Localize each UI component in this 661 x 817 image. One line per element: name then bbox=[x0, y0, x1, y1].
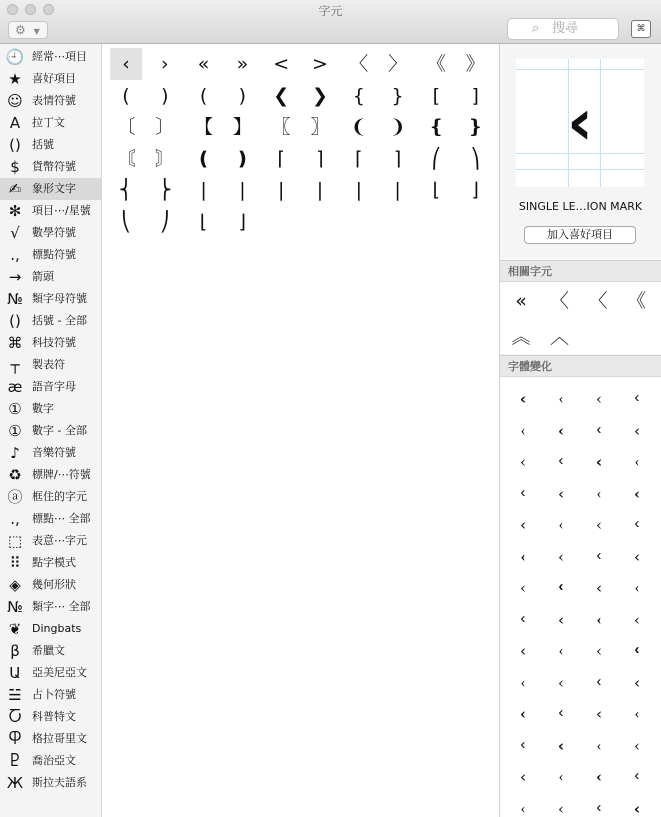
font-variation-glyph[interactable]: ‹ bbox=[558, 769, 564, 785]
character-cell[interactable]: ❨ bbox=[350, 116, 367, 139]
preview-glyph: ‹ bbox=[566, 86, 594, 160]
category-icon: ☺ bbox=[7, 92, 23, 110]
related-character[interactable]: 《 bbox=[626, 290, 646, 312]
sidebar-item[interactable] bbox=[0, 750, 101, 772]
character-cell[interactable]: ❴ bbox=[428, 116, 445, 139]
font-variation-glyph[interactable]: ‹ bbox=[558, 484, 564, 503]
sidebar-item-label: 數字 bbox=[32, 402, 54, 415]
category-icon: ✍ bbox=[8, 180, 22, 198]
character-cell[interactable]: 〖 bbox=[271, 116, 291, 139]
category-icon: Ⴔ bbox=[8, 730, 22, 748]
font-variation-glyph[interactable]: ‹ bbox=[632, 390, 642, 407]
sidebar-item-label: 貨幣符號 bbox=[32, 160, 76, 173]
category-sidebar bbox=[0, 44, 102, 817]
sidebar-item-label: 標牌/⋯符號 bbox=[32, 468, 91, 481]
font-variation-glyph[interactable]: ‹ bbox=[520, 674, 526, 691]
character-cell[interactable]: ⌊ bbox=[432, 179, 441, 202]
font-variation-glyph[interactable]: ‹ bbox=[558, 799, 564, 817]
category-icon: Ⴀ bbox=[8, 708, 22, 726]
related-characters-title: 相關字元 bbox=[508, 265, 552, 278]
font-variations bbox=[500, 377, 661, 817]
sidebar-item[interactable] bbox=[0, 222, 101, 244]
character-cell[interactable]: › bbox=[160, 53, 169, 75]
sidebar-item-label: 音樂符號 bbox=[32, 446, 76, 459]
sidebar-item-label: 占卜符號 bbox=[32, 688, 76, 701]
font-variation-glyph[interactable]: ‹ bbox=[633, 799, 641, 817]
sidebar-item[interactable] bbox=[0, 200, 101, 222]
related-character[interactable]: « bbox=[515, 290, 527, 312]
category-icon: Ж bbox=[6, 774, 24, 792]
font-variation-glyph[interactable]: ‹ bbox=[556, 453, 566, 470]
character-cell[interactable]: > bbox=[312, 53, 328, 75]
character-cell[interactable]: ❪ bbox=[195, 147, 212, 170]
category-icon: ◈ bbox=[9, 576, 21, 594]
font-variation-glyph[interactable]: ‹ bbox=[594, 421, 604, 439]
character-cell[interactable]: 】 bbox=[232, 116, 252, 139]
category-icon: æ bbox=[7, 378, 23, 396]
sidebar-item[interactable] bbox=[0, 354, 101, 376]
character-cell[interactable]: ❫ bbox=[234, 147, 251, 170]
category-icon: $ bbox=[10, 158, 20, 176]
search-field[interactable] bbox=[507, 18, 619, 40]
related-character[interactable]: 〈 bbox=[588, 290, 608, 312]
character-cell[interactable]: 〘 bbox=[116, 147, 136, 170]
sidebar-item[interactable] bbox=[0, 68, 101, 90]
sidebar-item[interactable] bbox=[0, 706, 101, 728]
sidebar-item-label: 喬治亞文 bbox=[32, 754, 76, 767]
character-cell[interactable]: 〗 bbox=[310, 116, 330, 139]
sidebar-item[interactable] bbox=[0, 156, 101, 178]
sidebar-item-label: 斯拉夫語系 bbox=[32, 776, 87, 789]
window-title: 字元 bbox=[318, 4, 343, 18]
character-cell[interactable]: ⌈ bbox=[355, 147, 363, 170]
sidebar-item-label: 標點符號 bbox=[32, 248, 76, 261]
category-icon: ┬ bbox=[10, 356, 20, 374]
font-variation-glyph[interactable]: ‹ bbox=[634, 610, 640, 629]
font-variation-glyph[interactable]: ‹ bbox=[634, 736, 640, 755]
font-variation-glyph[interactable]: ‹ bbox=[518, 484, 528, 502]
sidebar-item[interactable] bbox=[0, 442, 101, 464]
character-cell[interactable]: } bbox=[391, 84, 404, 107]
character-cell[interactable]: ⌋ bbox=[471, 179, 479, 202]
font-variation-glyph[interactable]: ‹ bbox=[595, 453, 603, 471]
font-variation-glyph[interactable]: ‹ bbox=[556, 705, 566, 722]
font-variations-title: 字體變化 bbox=[508, 360, 552, 373]
category-icon: Ա bbox=[9, 664, 21, 682]
font-variation-glyph[interactable]: ‹ bbox=[596, 485, 602, 502]
character-cell[interactable]: ( bbox=[122, 84, 130, 107]
sidebar-item[interactable] bbox=[0, 398, 101, 420]
category-icon: ❦ bbox=[8, 620, 22, 638]
character-cell[interactable]: 》 bbox=[465, 53, 485, 75]
font-variation-glyph[interactable]: ‹ bbox=[558, 610, 564, 629]
character-cell[interactable]: ⌉ bbox=[316, 147, 324, 170]
sidebar-item[interactable] bbox=[0, 486, 101, 508]
character-cell[interactable]: 【 bbox=[194, 116, 214, 139]
sidebar-item[interactable] bbox=[0, 596, 101, 618]
sidebar-item[interactable] bbox=[0, 310, 101, 332]
character-cell[interactable]: | bbox=[277, 179, 285, 202]
category-icon: ⠿ bbox=[9, 554, 21, 572]
sidebar-item[interactable] bbox=[0, 134, 101, 156]
character-cell[interactable]: ⎨ bbox=[118, 179, 134, 202]
character-cell[interactable]: ❵ bbox=[467, 116, 484, 139]
character-cell[interactable]: ⎬ bbox=[157, 179, 172, 202]
sidebar-item-label: 括號 - 全部 bbox=[32, 314, 87, 327]
character-cell[interactable]: | bbox=[200, 179, 207, 202]
font-variation-glyph[interactable]: ‹ bbox=[634, 580, 640, 596]
category-icon: ⓐ bbox=[7, 488, 23, 506]
font-variation-glyph[interactable]: ‹ bbox=[519, 390, 527, 408]
font-variation-glyph[interactable]: ‹ bbox=[634, 673, 640, 692]
category-icon: ⬚ bbox=[7, 532, 23, 550]
sidebar-item-label: 括號 bbox=[32, 138, 54, 151]
character-cell[interactable]: | bbox=[355, 179, 362, 202]
glyph-preview bbox=[516, 59, 644, 187]
sidebar-item[interactable] bbox=[0, 288, 101, 310]
character-cell[interactable]: < bbox=[273, 53, 290, 75]
sidebar-item-label: 表意⋯字元 bbox=[32, 534, 87, 547]
character-cell[interactable]: ⌋ bbox=[238, 211, 247, 233]
sidebar-item-label: 點字模式 bbox=[32, 556, 76, 569]
sidebar-item-label: 幾何形狀 bbox=[32, 578, 76, 591]
character-cell[interactable]: ⌈ bbox=[277, 147, 285, 170]
font-variation-glyph[interactable]: ‹ bbox=[557, 736, 565, 755]
font-variation-glyph[interactable]: ‹ bbox=[558, 391, 564, 407]
font-variation-glyph[interactable]: ‹ bbox=[634, 706, 640, 722]
font-variation-glyph[interactable]: ‹ bbox=[632, 768, 642, 785]
sidebar-item-label: 象形文字 bbox=[32, 182, 76, 195]
font-variation-glyph[interactable]: ‹ bbox=[632, 516, 642, 533]
sidebar-item[interactable] bbox=[0, 178, 101, 200]
sidebar-item-label: 經常⋯項目 bbox=[32, 50, 87, 63]
font-variation-glyph[interactable]: ‹ bbox=[596, 768, 602, 786]
font-variation-glyph[interactable]: ‹ bbox=[596, 516, 602, 534]
related-character[interactable]: 〈 bbox=[549, 290, 569, 312]
category-icon: ① bbox=[8, 422, 22, 440]
character-cell[interactable]: ⎠ bbox=[160, 211, 170, 233]
font-variation-glyph[interactable]: ‹ bbox=[518, 610, 528, 628]
font-variation-glyph[interactable]: ‹ bbox=[596, 705, 602, 723]
category-icon: () bbox=[9, 312, 21, 330]
character-cell[interactable]: ⌊ bbox=[199, 211, 208, 233]
category-icon: ♻ bbox=[8, 466, 22, 484]
font-variation-glyph[interactable]: ‹ bbox=[520, 705, 526, 723]
character-cell[interactable]: » bbox=[236, 53, 249, 75]
character-cell[interactable]: ⎛ bbox=[431, 147, 442, 170]
category-icon: ① bbox=[8, 400, 22, 418]
sidebar-item-label: 數學符號 bbox=[32, 226, 76, 239]
sidebar-item[interactable] bbox=[0, 640, 101, 662]
sidebar-item[interactable] bbox=[0, 376, 101, 398]
font-variation-glyph[interactable]: ‹ bbox=[594, 799, 604, 817]
sidebar-item-label: Dingbats bbox=[32, 622, 82, 635]
sidebar-item[interactable] bbox=[0, 508, 101, 530]
character-cell[interactable]: ] bbox=[471, 84, 479, 107]
category-icon: ♪ bbox=[10, 444, 20, 462]
sidebar-item-label: 製表符 bbox=[32, 358, 65, 371]
font-variation-glyph[interactable]: ‹ bbox=[596, 611, 602, 628]
category-icon: A bbox=[9, 114, 21, 132]
title-bar bbox=[0, 0, 661, 44]
character-cell[interactable]: ❯ bbox=[312, 84, 328, 107]
font-variation-glyph[interactable]: ‹ bbox=[634, 421, 640, 440]
font-variation-glyph[interactable]: ‹ bbox=[520, 422, 526, 439]
sidebar-item-label: 語音字母 bbox=[32, 380, 76, 393]
font-variation-glyph[interactable]: ‹ bbox=[558, 643, 564, 659]
font-variation-glyph[interactable]: ‹ bbox=[558, 547, 564, 566]
sidebar-item-label: 喜好項目 bbox=[32, 72, 76, 85]
sidebar-item[interactable] bbox=[0, 112, 101, 134]
sidebar-item-label: 亞美尼亞文 bbox=[32, 666, 87, 679]
search-placeholder: 搜尋 bbox=[552, 21, 579, 36]
font-variation-glyph[interactable]: ‹ bbox=[634, 484, 640, 503]
sidebar-item[interactable] bbox=[0, 46, 101, 68]
category-icon: Ⴒ bbox=[10, 752, 20, 770]
sidebar-item-label: 希臘文 bbox=[32, 644, 65, 657]
sidebar-item[interactable] bbox=[0, 618, 101, 640]
chevron-down-icon: ▼ bbox=[33, 27, 40, 36]
sidebar-item-label: 標點⋯ 全部 bbox=[32, 512, 91, 525]
sidebar-item[interactable] bbox=[0, 244, 101, 266]
character-cell[interactable]: 《 bbox=[426, 53, 446, 75]
font-variation-glyph[interactable]: ‹ bbox=[520, 453, 526, 471]
sidebar-item-label: 類字⋯ 全部 bbox=[32, 600, 91, 613]
inspector-panel bbox=[499, 44, 661, 817]
font-variation-glyph[interactable]: ‹ bbox=[556, 579, 566, 596]
character-name: SINGLE LE…ION MARK bbox=[518, 200, 643, 213]
font-variation-glyph[interactable]: ‹ bbox=[520, 768, 526, 786]
action-menu-button[interactable] bbox=[8, 21, 48, 39]
related-character[interactable]: ︿ bbox=[549, 326, 569, 348]
font-variation-glyph[interactable]: ‹ bbox=[520, 642, 526, 660]
category-icon: → bbox=[8, 268, 22, 286]
sidebar-item-label: 項目⋯/星號 bbox=[32, 204, 91, 217]
character-cell[interactable]: [ bbox=[432, 84, 441, 107]
character-cell[interactable]: 〔 bbox=[116, 116, 136, 139]
category-icon: ⌘ bbox=[7, 334, 23, 352]
font-variation-glyph[interactable]: ‹ bbox=[596, 390, 602, 408]
character-cell[interactable]: | bbox=[239, 179, 246, 202]
sidebar-item[interactable] bbox=[0, 332, 101, 354]
sidebar-item[interactable] bbox=[0, 728, 101, 750]
category-icon: ., bbox=[10, 510, 20, 528]
category-icon: ★ bbox=[8, 70, 22, 88]
character-cell[interactable]: ❮ bbox=[273, 84, 290, 107]
font-variation-glyph[interactable]: ‹ bbox=[558, 421, 564, 440]
category-icon: ☱ bbox=[8, 686, 22, 704]
category-icon: № bbox=[7, 598, 23, 616]
category-icon: √ bbox=[10, 224, 20, 242]
character-cell[interactable]: { bbox=[352, 84, 365, 107]
sidebar-item-label: 表情符號 bbox=[32, 94, 76, 107]
character-cell[interactable]: 〕 bbox=[155, 116, 175, 139]
sidebar-item-label: 拉丁文 bbox=[32, 116, 65, 129]
font-variation-glyph[interactable]: ‹ bbox=[594, 547, 604, 565]
sidebar-item-label: 科技符號 bbox=[32, 336, 76, 349]
category-icon: ., bbox=[10, 246, 20, 264]
font-variation-glyph[interactable]: ‹ bbox=[596, 737, 602, 754]
category-icon: β bbox=[10, 642, 20, 660]
sidebar-item[interactable] bbox=[0, 266, 101, 288]
font-variation-glyph[interactable]: ‹ bbox=[558, 517, 564, 533]
related-character[interactable]: ︽ bbox=[511, 326, 531, 348]
sidebar-item[interactable] bbox=[0, 772, 101, 794]
sidebar-item[interactable] bbox=[0, 662, 101, 684]
character-cell[interactable]: « bbox=[197, 53, 210, 75]
font-variation-glyph[interactable]: ‹ bbox=[520, 800, 526, 817]
character-cell[interactable]: ❩ bbox=[389, 116, 406, 139]
sidebar-item-label: 科普特文 bbox=[32, 710, 76, 723]
sidebar-item-label: 類字母符號 bbox=[32, 292, 87, 305]
related-characters-header bbox=[500, 260, 661, 282]
sidebar-item-label: 數字 - 全部 bbox=[32, 424, 87, 437]
font-variation-glyph[interactable]: ‹ bbox=[632, 642, 642, 659]
category-icon: () bbox=[9, 136, 21, 154]
sidebar-item[interactable] bbox=[0, 530, 101, 552]
font-variation-glyph[interactable]: ‹ bbox=[596, 642, 602, 660]
search-icon: ⌕ bbox=[532, 21, 540, 36]
character-cell[interactable]: | bbox=[316, 179, 324, 202]
related-characters bbox=[500, 282, 661, 354]
character-cell[interactable]: ‹ bbox=[110, 48, 142, 80]
font-variation-glyph[interactable]: ‹ bbox=[634, 454, 640, 470]
keyboard-icon: ⌘ bbox=[636, 24, 646, 34]
character-cell[interactable]: ) bbox=[161, 84, 169, 107]
gear-icon: ⚙ bbox=[15, 23, 26, 37]
font-variation-glyph[interactable]: ‹ bbox=[594, 673, 604, 691]
font-variation-glyph[interactable]: ‹ bbox=[596, 579, 602, 597]
category-icon: ✻ bbox=[8, 202, 22, 220]
font-variation-glyph[interactable]: ‹ bbox=[634, 547, 640, 566]
character-cell[interactable]: ⎞ bbox=[470, 147, 480, 170]
font-variation-glyph[interactable]: ‹ bbox=[520, 579, 526, 597]
sidebar-item-label: 框住的字元 bbox=[32, 490, 87, 503]
font-variations-header bbox=[500, 355, 661, 377]
sidebar-item[interactable] bbox=[0, 90, 101, 112]
font-variation-glyph[interactable]: ‹ bbox=[520, 516, 526, 534]
font-variation-glyph[interactable]: ‹ bbox=[558, 673, 564, 692]
category-icon: № bbox=[7, 290, 23, 308]
sidebar-item[interactable] bbox=[0, 574, 101, 596]
keyboard-viewer-button[interactable] bbox=[631, 20, 651, 38]
add-to-favorites-button[interactable]: 加入喜好項目 bbox=[524, 226, 636, 244]
character-cell[interactable]: ( bbox=[199, 84, 208, 107]
category-icon: 🕘 bbox=[5, 48, 25, 66]
sidebar-item[interactable] bbox=[0, 684, 101, 706]
font-variation-glyph[interactable]: ‹ bbox=[518, 736, 528, 754]
sidebar-item[interactable] bbox=[0, 464, 101, 486]
character-cell[interactable]: ⎝ bbox=[121, 211, 131, 233]
character-cell[interactable]: | bbox=[394, 179, 401, 202]
character-cell[interactable]: 〙 bbox=[155, 147, 175, 170]
character-cell[interactable]: ⌉ bbox=[393, 147, 402, 170]
character-cell[interactable]: 〉 bbox=[388, 53, 408, 75]
sidebar-item-label: 格拉哥里文 bbox=[32, 732, 87, 745]
character-cell[interactable]: ) bbox=[238, 84, 247, 107]
sidebar-item-label: 箭頭 bbox=[32, 270, 54, 283]
sidebar-item[interactable] bbox=[0, 552, 101, 574]
font-variation-glyph[interactable]: ‹ bbox=[520, 548, 526, 565]
character-cell[interactable]: 〈 bbox=[349, 53, 369, 75]
sidebar-item[interactable] bbox=[0, 420, 101, 442]
